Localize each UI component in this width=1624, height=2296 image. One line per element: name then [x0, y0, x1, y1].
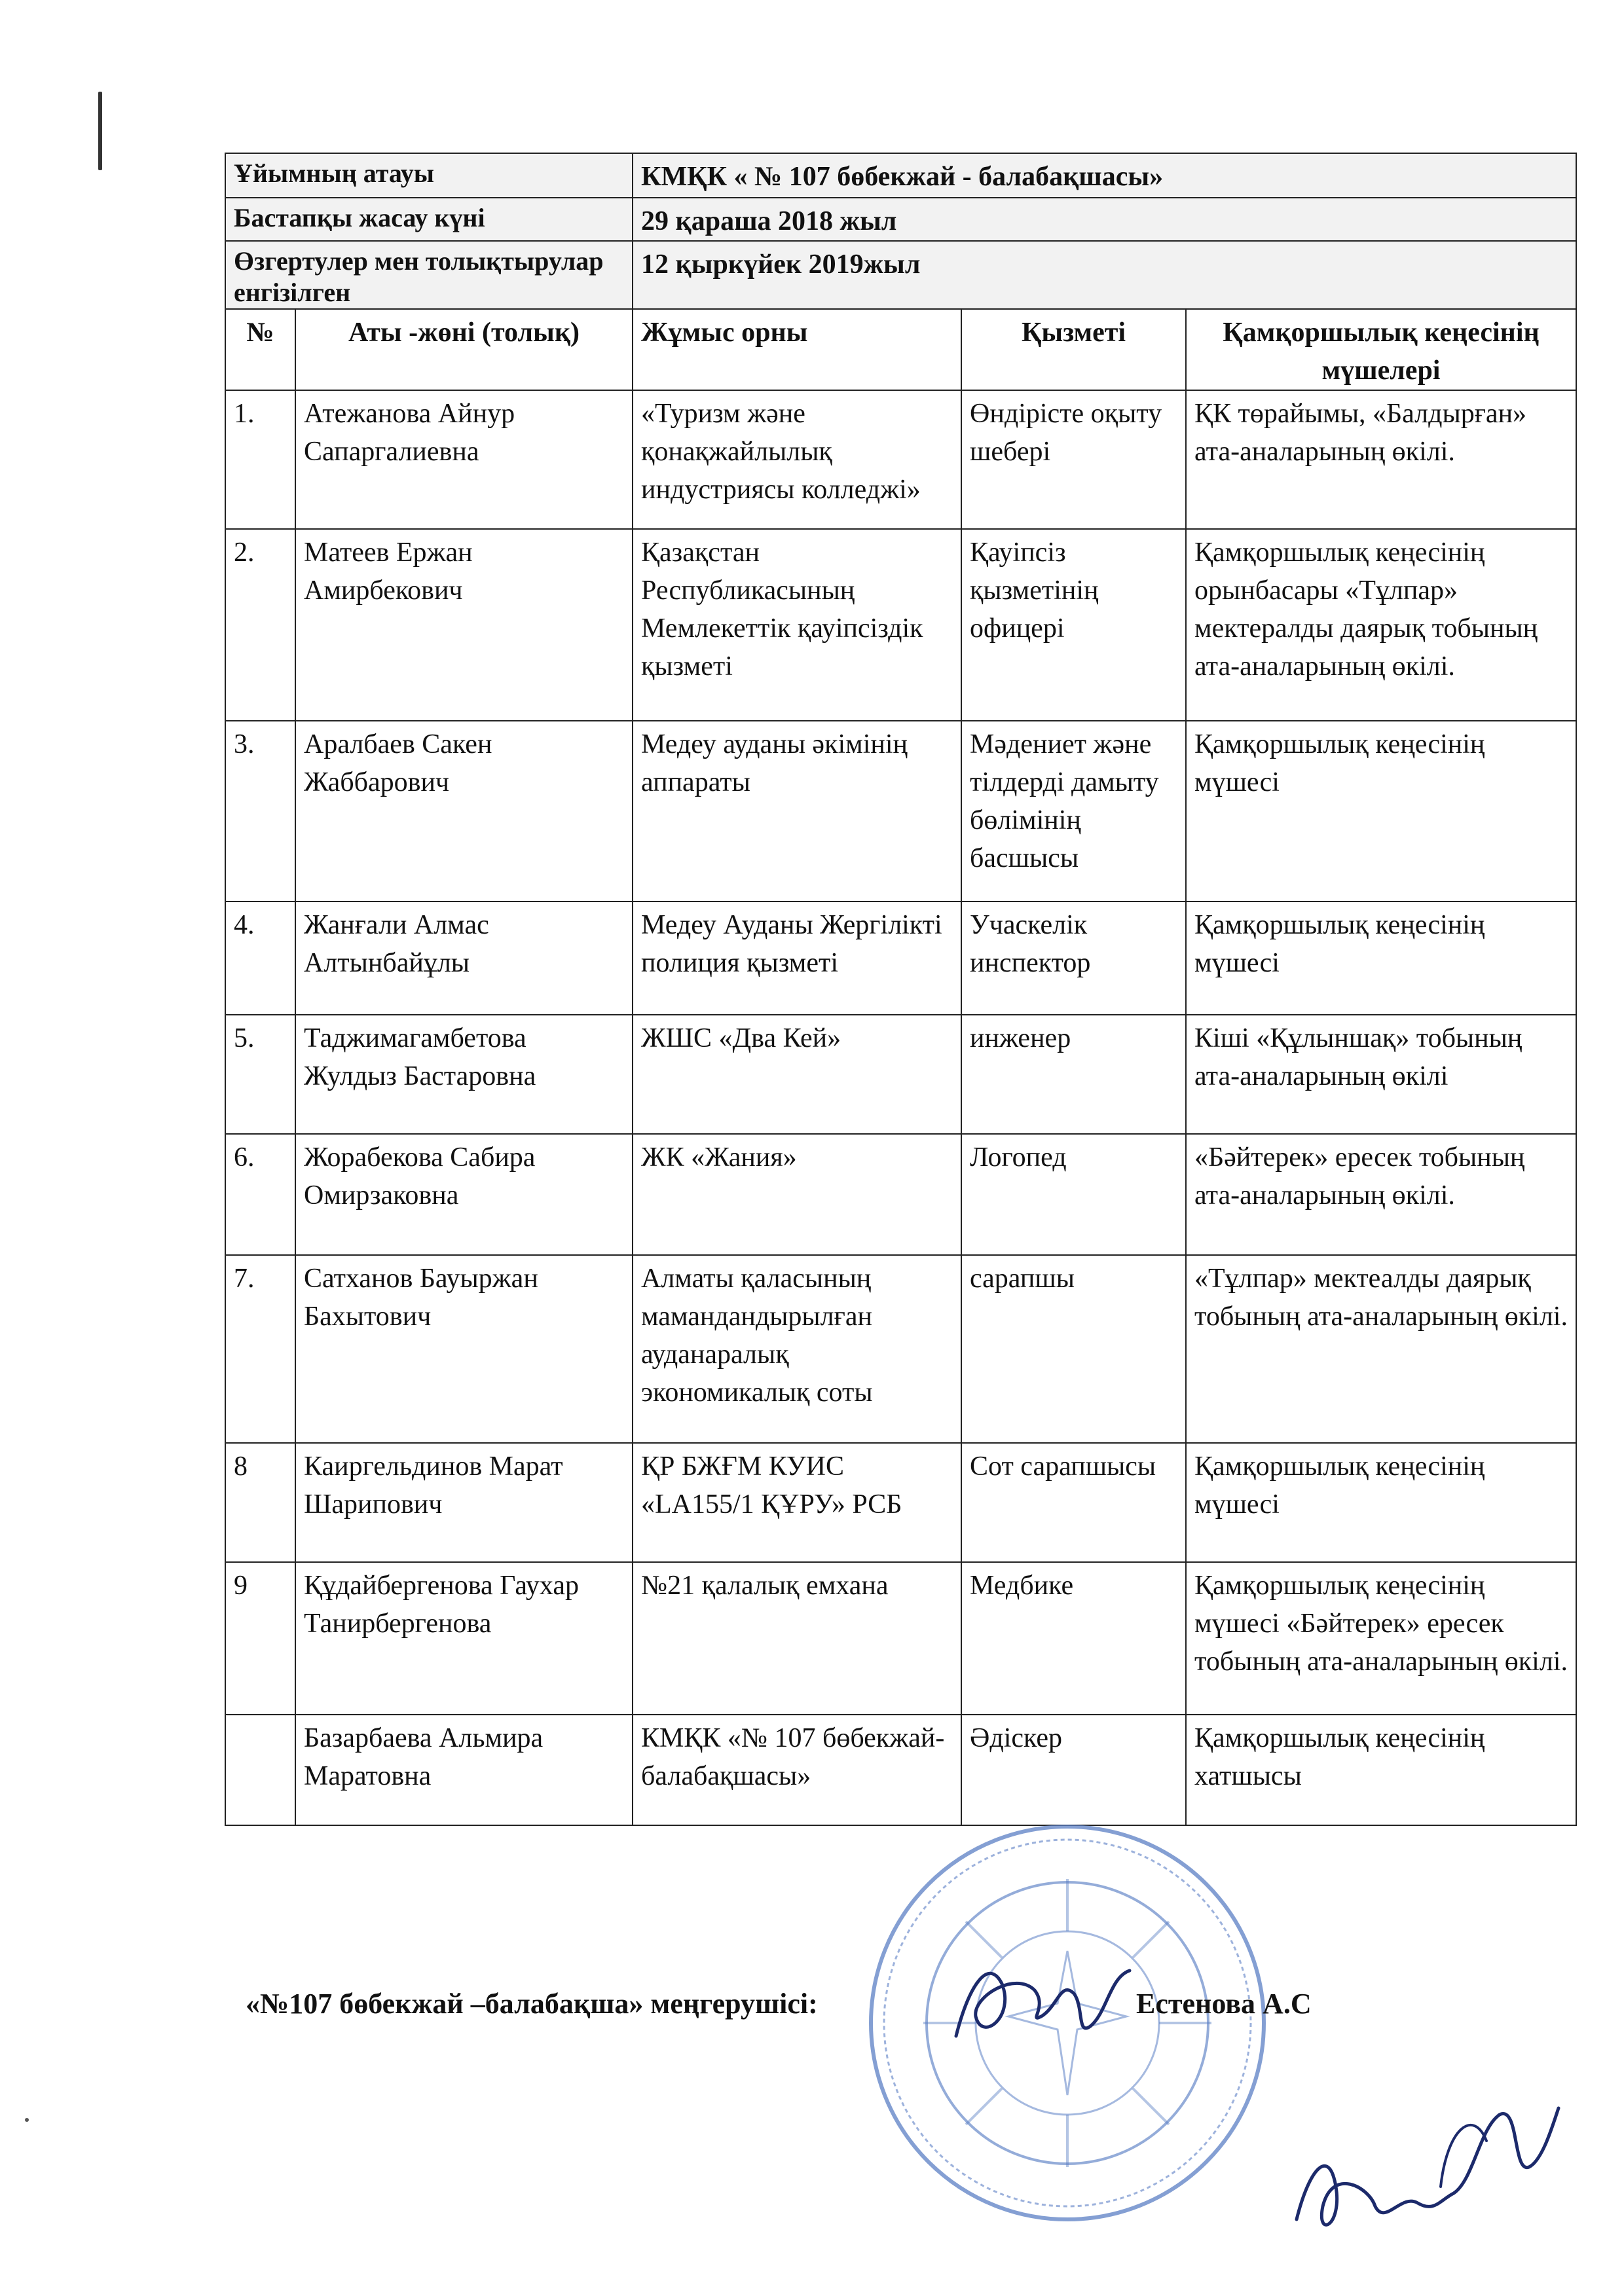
row-name: Таджимагамбетова Жулдыз Бастаровна	[295, 1015, 633, 1134]
row-position: Логопед	[961, 1134, 1186, 1255]
row-position: Әдіскер	[961, 1715, 1186, 1825]
org-value: КМҚК « № 107 бөбекжай - балабақшасы»	[633, 153, 1576, 198]
column-header-row	[225, 309, 1576, 390]
col-work-header: Жұмыс орны	[633, 309, 961, 390]
table-row	[225, 1562, 1576, 1715]
row-council: Қамқоршылық кеңесінің орынбасары «Тұлпар» мектералды даярық тобының ата-аналарының өкілі.	[1186, 529, 1576, 721]
council-members-table	[225, 153, 1577, 1826]
table-row	[225, 1134, 1576, 1255]
row-council: «Тұлпар» мектеалды даярық тобының ата-аналарының өкілі.	[1186, 1255, 1576, 1443]
row-num: 1.	[225, 390, 295, 529]
row-name: Жорабекова Сабира Омирзаковна	[295, 1134, 633, 1255]
row-work: Алматы қаласының мамандандырылған ауданаралық экономикалық соты	[633, 1255, 961, 1443]
col-num-header: №	[225, 309, 295, 390]
row-name: Жанғали Алмас Алтынбайұлы	[295, 902, 633, 1015]
row-name: Сатханов Бауыржан Бахытович	[295, 1255, 633, 1443]
row-work: «Туризм және қонақжайлылық индустриясы колледжі»	[633, 390, 961, 529]
row-position: Өндірісте оқыту шебері	[961, 390, 1186, 529]
row-name: Матеев Ержан Амирбекович	[295, 529, 633, 721]
changes-value: 12 қыркүйек 2019жыл	[633, 241, 1576, 309]
row-num: 2.	[225, 529, 295, 721]
start-value: 29 қараша 2018 жыл	[633, 198, 1576, 241]
row-position: сарапшы	[961, 1255, 1186, 1443]
scan-dot	[25, 2118, 29, 2122]
row-num: 5.	[225, 1015, 295, 1134]
col-name-header: Аты -жөні (толық)	[295, 309, 633, 390]
row-name: Атежанова Айнур Сапаргалиевна	[295, 390, 633, 529]
row-council: «Бәйтерек» ересек тобының ата-аналарының өкілі.	[1186, 1134, 1576, 1255]
row-work: ЖК «Жания»	[633, 1134, 961, 1255]
row-work: Медеу Ауданы Жергілікті полиция қызметі	[633, 902, 961, 1015]
row-council: Қамқоршылық кеңесінің хатшысы	[1186, 1715, 1576, 1825]
row-work: Қазақстан Республикасының Мемлекеттік қауіпсіздік қызметі	[633, 529, 961, 721]
row-position: Медбике	[961, 1562, 1186, 1715]
row-position: инженер	[961, 1015, 1186, 1134]
row-council: Қамқоршылық кеңесінің мүшесі	[1186, 1443, 1576, 1562]
org-label: Ұйымның атауы	[225, 153, 633, 198]
row-num: 6.	[225, 1134, 295, 1255]
start-label: Бастапқы жасау күні	[225, 198, 633, 241]
table-row	[225, 721, 1576, 902]
start-date-row	[225, 198, 1576, 241]
row-name: Базарбаева Альмира Маратовна	[295, 1715, 633, 1825]
row-num	[225, 1715, 295, 1825]
head-name: Естенова А.С	[1136, 1988, 1312, 2020]
scan-artifact	[98, 92, 102, 170]
table-row	[225, 902, 1576, 1015]
row-work: ҚР БЖҒМ КУИС «LA155/1 ҚҰРУ» РСБ	[633, 1443, 961, 1562]
table-row	[225, 529, 1576, 721]
changes-label: Өзгертулер мен толықтырулар енгізілген	[225, 241, 633, 309]
row-council: Қамқоршылық кеңесінің мүшесі «Бәйтерек» ересек тобының ата-аналарының өкілі.	[1186, 1562, 1576, 1715]
row-work: №21 қалалық емхана	[633, 1562, 961, 1715]
signature-icon	[1277, 2088, 1565, 2252]
col-position-header: Қызметі	[961, 309, 1186, 390]
row-work: КМҚК «№ 107 бөбекжай-балабақшасы»	[633, 1715, 961, 1825]
table-row	[225, 390, 1576, 529]
changes-date-row	[225, 241, 1576, 309]
table-row	[225, 1715, 1576, 1825]
row-council: ҚК төрайымы, «Балдырған» ата-аналарының өкілі.	[1186, 390, 1576, 529]
row-name: Каиргельдинов Марат Шарипович	[295, 1443, 633, 1562]
row-num: 7.	[225, 1255, 295, 1443]
signature-icon	[943, 1944, 1139, 2056]
table-row	[225, 1015, 1576, 1134]
row-council: Қамқоршылық кеңесінің мүшесі	[1186, 721, 1576, 902]
row-work: ЖШС «Два Кей»	[633, 1015, 961, 1134]
row-name: Құдайбергенова Гаухар Танирбергенова	[295, 1562, 633, 1715]
row-position: Мәдениет және тілдерді дамыту бөлімінің басшысы	[961, 721, 1186, 902]
row-council: Қамқоршылық кеңесінің мүшесі	[1186, 902, 1576, 1015]
row-council: Кіші «Құлыншақ» тобының ата-аналарының өкілі	[1186, 1015, 1576, 1134]
org-name-row	[225, 153, 1576, 198]
row-position: Қауіпсіз қызметінің офицері	[961, 529, 1186, 721]
row-work: Медеу ауданы әкімінің аппараты	[633, 721, 961, 902]
row-num: 8	[225, 1443, 295, 1562]
row-position: Сот сарапшысы	[961, 1443, 1186, 1562]
table-row	[225, 1443, 1576, 1562]
row-num: 4.	[225, 902, 295, 1015]
head-label: «№107 бөбекжай –балабақша» меңгерушісі:	[246, 1988, 818, 2020]
row-position: Учаскелік инспектор	[961, 902, 1186, 1015]
col-council-header: Қамқоршылық кеңесінің мүшелері	[1186, 309, 1576, 390]
row-name: Аралбаев Сакен Жаббарович	[295, 721, 633, 902]
table-row	[225, 1255, 1576, 1443]
row-num: 9	[225, 1562, 295, 1715]
row-num: 3.	[225, 721, 295, 902]
